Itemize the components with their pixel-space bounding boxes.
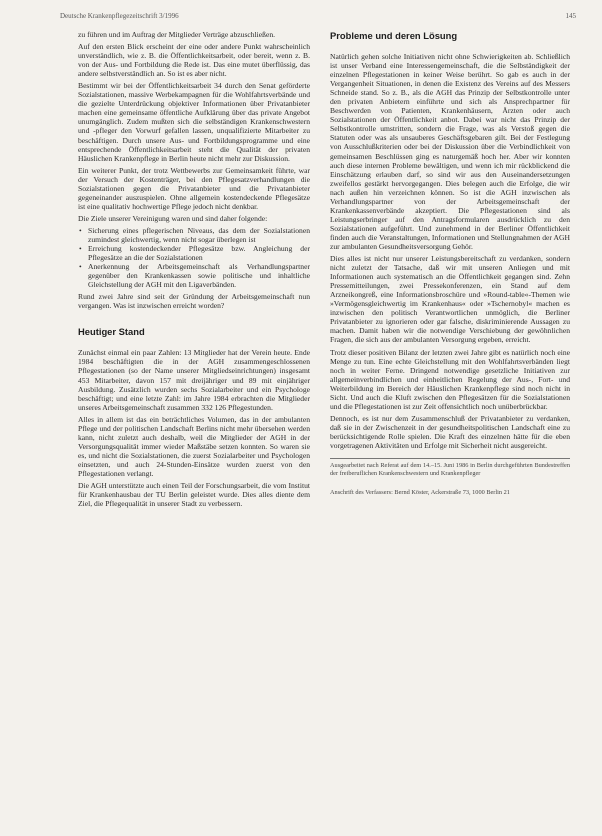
footnote: Ausgearbeitet nach Referat auf dem 14.–15. Juni 1986 in Berlin durchgeführten Bundestreffen der freiberuflichen Krankenschwestern und Krankenpfleger	[330, 458, 570, 477]
page-number: 145	[565, 12, 576, 20]
left-column	[78, 30, 310, 511]
paragraph: Die Ziele unserer Vereinigung waren und sind daher folgende:	[78, 213, 268, 223]
paragraph: Natürlich gehen solche Initiativen nicht ohne Schwierigkeiten ab. Schließlich ist unser Verband eine Interessengemeinschaft, die die Selbständigkeit der einzelnen Pflegestationen in keiner Weise berührt. So gab es auch in der Vergangenheit Situationen, in denen die Existenz des Vereins auf des Messers Schneide stand. So z. B., als die AGH das Prinzip der Selbstkontrolle unter den privaten Anbietern einführte und sich als Ansprechpartner für Beschwerden von Patienten, Krankenhäusern, Ärzten oder auch Sozialstationen der Öffentlichkeit anbot. Dabei war nicht das Prinzip der Selbstkontrolle umstritten, sondern die Frage, was als Verstoß gegen die Statuten oder was als unsauberes Geschäftsgebaren gilt. Bei der Festlegung von Ausschlußkriterien oder bei der Diskussion über die Verbindlichkeit von gemeinsamen Beschlüssen ging es naturgemäß hoch her. Aber wir konnten auch diese internen Probleme bewältigen, und wenn ich mir rückblickend die Einschätzung erlauben darf, so sind wir aus den Auseinandersetzungen zweifellos gestärkt hervorgegangen. Dies belegen auch die Erfolge, die wir nach außen hin verzeichnen können. So ist die AGH inzwischen als Verhandlungspartner von der Arbeitsgemeinschaft der Krankenkassenverbände akzeptiert. Die Pflegestationen sind als Leistungserbringer auf den Antragsformularen ausdrücklich zu den Sozialstationen aufgeführt. Und zunehmend in der Berliner Öffentlichkeit finden auch die Veranstaltungen, Informationen und Stellungnahmen der AGH zur ambulanten Gesundheitsversorgung Gehör.	[330, 52, 570, 251]
list-item: • Sicherung eines pflegerischen Niveaus, das dem der Sozialstationen zumindest gleichwertig, wenn nicht sogar überlegen ist	[78, 226, 310, 244]
paragraph: Alles in allem ist das ein beträchtliches Volumen, das in der ambulanten Pflege und der politischen Landschaft Berlins nicht mehr übersehen werden kann, nicht zuletzt auch deshalb, weil die Mitglieder der AGH in der Versorgungsqualität immer wieder Maßstäbe setzen konnten. So waren sie es, und nicht die Sozialstationen, die zuerst Sozialarbeiter und Psychologen einsetzten, und auch 24-Stunden-Einsätze wurden zuerst von den Pflegestationen verlangt.	[78, 414, 310, 478]
paragraph: Dies alles ist nicht nur unserer Leistungsbereitschaft zu verdanken, sondern nicht zuletzt der Tatsache, daß wir mit unseren Anliegen und mit Informationen auch systematisch an die Öffentlichkeit gegangen sind. Zehn Pressemitteilungen, zwei Pressekonferenzen, ein Stand auf dem Arzneikongreß, eine Informationsbroschüre und »Round-table«-Themen wie »Vermögensgleichwertig im Krankenhaus« oder »Tschernobyl« machen es inzwischen den politisch Verantwortlichen unmöglich, die Berliner Privatanbieter zu ignorieren oder gar falsche, diskriminierende Aussagen zu machen. Damit haben wir die notwendige Verschiebung der gewöhnlichen Fragen, die sich aus der ambulanten Versorgung ergeben, erreicht.	[330, 254, 570, 345]
right-column	[330, 30, 570, 497]
section-heading: Heutiger Stand	[78, 326, 145, 338]
journal-title: Deutsche Krankenpflegezeitschrift 3/1996	[60, 12, 179, 20]
paragraph: Trotz dieser positiven Bilanz der letzten zwei Jahre gibt es natürlich noch eine Menge zu tun. Eine echte Gleichstellung mit den Wohlfahrtsverbänden liegt noch in weiter Ferne. Dringend notwendige gesetzliche Initiativen zur allgemeinverbindlichen und einheitlichen Regelung der Aus-, Fort- und Weiterbildung im Bereich der Häuslichen Krankenpflege sind noch nicht in Sicht. Und auch die Kluft zwischen den Pflegesätzen für die Sozialstationen und die Pflegestationen ist zur Zeit offensichtlich noch unüberbrückbar.	[330, 347, 570, 411]
goals-list	[78, 226, 310, 289]
list-item: • Erreichung kostendeckender Pflegesätze bzw. Angleichung der Pflegesätze an die der Sozialstationen	[78, 244, 310, 262]
list-item: • Anerkennung der Arbeitsgemeinschaft als Verhandlungspartner gegenüber den Krankenkassen sowie politische und inhaltliche Gleichstellung der AGH mit den Ligaverbänden.	[78, 262, 310, 289]
paragraph: Zunächst einmal ein paar Zahlen: 13 Mitglieder hat der Verein heute. Ende 1984 beschäftigten die in der AGH zusammengeschlossenen Pflegestationen (so der Name unserer Mitgliedseinrichtungen) insgesamt 453 Mitarbeiter, davon 157 mit dreijähriger und 89 mit einjähriger Ausbildung. Zusätzlich wurden sechs Sozialarbeiter und ein Psychologe beschäftigt; und eine letzte Zahl: im Jahre 1984 erbrachten die Mitglieder unseres Arbeitsgemeinschaft zusammen 332 126 Pflegestunden.	[78, 348, 310, 412]
running-header	[60, 12, 576, 24]
paragraph: Rund zwei Jahre sind seit der Gründung der Arbeitsgemeinschaft nun vergangen. Was ist inzwischen erreicht worden?	[78, 292, 310, 311]
section-heading: Probleme und deren Lösung	[330, 30, 458, 41]
author-address: Anschrift des Verfassers: Bernd Köster, Ackerstraße 73, 1000 Berlin 21	[330, 489, 510, 497]
paragraph: Auf den ersten Blick erscheint der eine oder andere Punkt wahrscheinlich unverständlich, wie z. B. die Öffentlichkeitsarbeit, oder bereit, wenn z. B. von der Aus- und Fortbildung die Rede ist. Das eine mutet überflüssig, das andere selbstverständlich an. So ist es aber nicht.	[78, 42, 310, 79]
paragraph: zu führen und im Auftrag der Mitglieder Verträge abzuschließen.	[78, 30, 276, 39]
paragraph: Ein weiterer Punkt, der trotz Wettbewerbs zur Gemeinsamkeit führte, war der Versuch der Kostenträger, bei den Pflegesatzverhandlungen die Sozialstationen gegen die Privatanbieter und die Privatanbieter gegeneinander auszuspielen. Ohne allgemein kostendeckende Pflegesätze ist eine qualitativ hochwertige Pflege jedoch nicht denkbar.	[78, 165, 310, 211]
paragraph: Die AGH unterstützte auch einen Teil der Forschungsarbeit, die vom Institut für Krankenhausbau der TU Berlin geleistet wurde. Dies alles diente dem Ziel, die Pflegequalität in unserer Stadt zu verbessern.	[78, 481, 310, 509]
paragraph: Bestimmt wir bei der Öffentlichkeitsarbeit 34 durch den Senat geförderte Sozialstationen, massive Werbekampagnen für die Wohlfahrtsverbände und die gezielte Unterdrückung objektiver Informationen über Privatanbieter machen eine gemeinsame öffentliche Aufklärung über das private Angebot unumgänglich. Zudem mußten sich die selbständigen Krankenschwestern und -pfleger den Vorwurf gefallen lassen, unqualifizierte Mitarbeiter zu beschäftigen. Durch unsere Aus- und Fortbildungsprogramme und eine entsprechende Öffentlichkeitsarbeit steht die Qualität der privaten Häuslichen Krankenpflege in Berlin heute nicht mehr zur Diskussion.	[78, 81, 310, 163]
paragraph: Dennoch, es ist nur dem Zusammenschluß der Privatanbieter zu verdanken, daß sie in der Zwischenzeit in der gesundheitspolitischen Landschaft eine zu berücksichtigende Rolle spielen. Die Kraft des einzelnen hätte für die eben vorgetragenen Aktivitäten und Erfolge mit Sicherheit nicht ausgereicht.	[330, 413, 570, 450]
